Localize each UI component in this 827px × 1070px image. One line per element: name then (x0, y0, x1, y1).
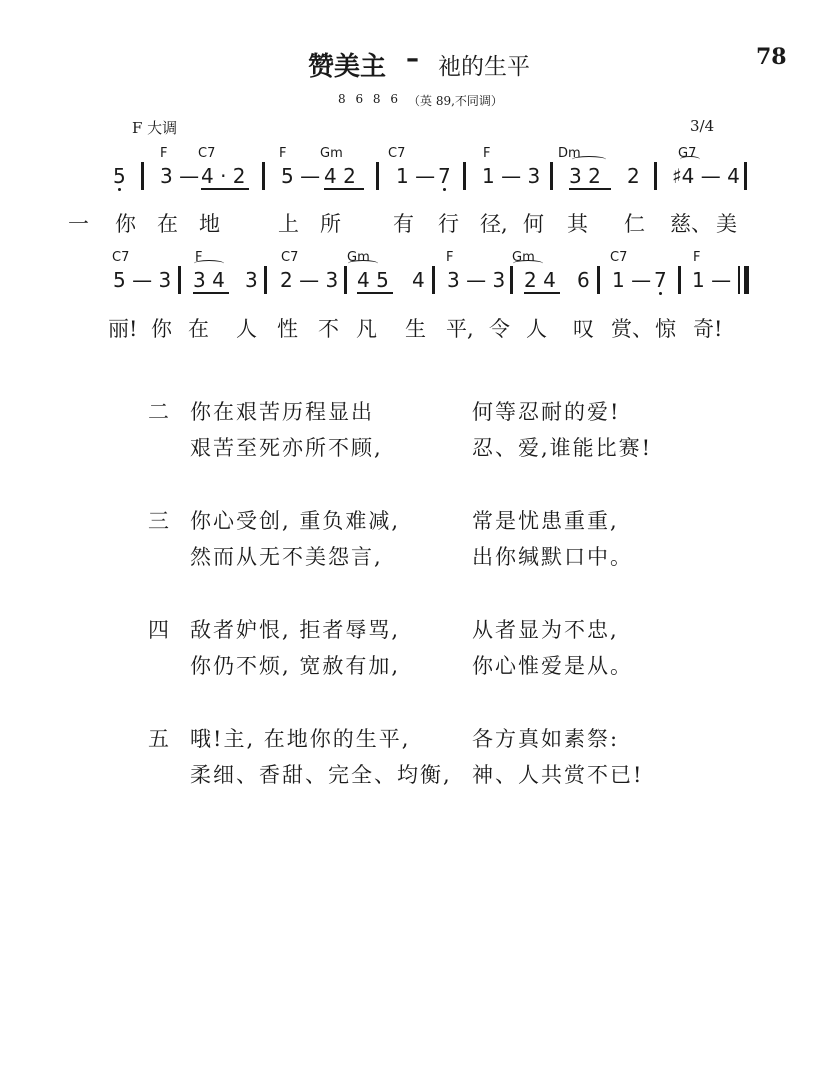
chord: G7 (678, 146, 697, 161)
verse-line: 然而从无不美怨言, (190, 545, 383, 569)
note: 4 · 2 (201, 164, 246, 188)
verse-number: 二 (148, 400, 171, 424)
final-bar-line-thick (744, 266, 749, 294)
verse-number: 五 (148, 727, 171, 751)
verse-line: 常是忧患重重, (472, 509, 619, 533)
slur-mark (348, 260, 378, 267)
note: 3 4 (193, 268, 225, 292)
note: 2 — 3 (280, 268, 339, 292)
note: 1 — (396, 164, 436, 188)
beam-underline (524, 292, 560, 294)
note: 5 — 3 (113, 268, 172, 292)
low-octave-dot (118, 188, 121, 191)
note: 3 2 (569, 164, 601, 188)
bar-line (597, 266, 600, 294)
lyric: 叹 (573, 317, 594, 341)
beam-underline (569, 188, 611, 190)
lyric: 径, (480, 212, 508, 236)
lyric: 地 (199, 212, 220, 236)
chord: Dm (558, 146, 581, 161)
note: 4 2 (324, 164, 356, 188)
verse-line: 从者显为不忠, (472, 618, 619, 642)
chord: F (279, 146, 287, 161)
lyric: 令 (489, 317, 510, 341)
note: 2 4 (524, 268, 556, 292)
chord: F (446, 250, 454, 265)
bar-line (744, 162, 747, 190)
bar-line (262, 162, 265, 190)
chord: Gm (347, 250, 370, 265)
lyric: 有 (393, 212, 414, 236)
chord: C7 (388, 146, 406, 161)
note: 3 (245, 268, 258, 292)
lyric: 不 (318, 317, 339, 341)
verse-line: 神、人共赏不已! (472, 763, 644, 787)
bar-line (678, 266, 681, 294)
note: 1 — (692, 268, 732, 292)
source-note: （英 89,不同调） (408, 94, 503, 108)
low-octave-dot (443, 188, 446, 191)
lyric: 行 (438, 212, 459, 236)
bar-line (178, 266, 181, 294)
bar-line (344, 266, 347, 294)
lyric: 其 (567, 212, 588, 236)
lyric: 人 (236, 317, 257, 341)
beam-underline (324, 188, 364, 190)
note: 6 (577, 268, 590, 292)
note: ♯4 — 4 (672, 164, 740, 188)
page-number: 78 (756, 44, 787, 70)
bar-line (376, 162, 379, 190)
verse-line: 你在艰苦历程显出 (190, 400, 374, 424)
note: 1 — (612, 268, 652, 292)
chord: F (160, 146, 168, 161)
beam-underline (193, 292, 229, 294)
verse-number: 四 (148, 618, 171, 642)
lyric: 慈、 (670, 212, 712, 236)
verse-line: 你仍不烦, 宽赦有加, (190, 654, 401, 678)
bar-line (510, 266, 513, 294)
verse-line: 艰苦至死亦所不顾, (190, 436, 383, 460)
lyric: 你 (115, 212, 136, 236)
lyric: 凡 (356, 317, 377, 341)
lyric: 美 (716, 212, 737, 236)
verse-line: 柔细、香甜、完全、均衡, (190, 763, 452, 787)
lyric: 丽! (108, 317, 138, 341)
lyric: 奇! (693, 317, 723, 341)
lyric: 在 (157, 212, 178, 236)
chord: F (195, 250, 203, 265)
verse-number: 三 (148, 509, 171, 533)
beam-underline (201, 188, 249, 190)
bar-line (432, 266, 435, 294)
note: 4 (412, 268, 425, 292)
chord: Gm (320, 146, 343, 161)
hymn-title: 赞美主 (308, 52, 387, 82)
bar-line (141, 162, 144, 190)
verse-line: 你心受创, 重负难减, (190, 509, 401, 533)
title-dash: – (406, 44, 419, 74)
lyric: 仁 (624, 212, 645, 236)
lyric: 性 (277, 317, 298, 341)
bar-line (264, 266, 267, 294)
meter: 8 6 8 6 (338, 92, 401, 106)
chord: C7 (610, 250, 628, 265)
lyric: 平, (446, 317, 474, 341)
lyric: 所 (320, 212, 341, 236)
verse-line: 出你缄默口中。 (472, 545, 633, 569)
lyric: 人 (526, 317, 547, 341)
note: 7 (654, 268, 667, 292)
lyric: 一 (68, 212, 89, 236)
verse-line: 哦!主, 在地你的生平, (190, 727, 411, 751)
hymn-subtitle: 祂的生平 (438, 54, 530, 80)
note: 3 — (160, 164, 200, 188)
note: 2 (627, 164, 640, 188)
verse-line: 何等忍耐的爱! (472, 400, 621, 424)
chord: C7 (198, 146, 216, 161)
bar-line (550, 162, 553, 190)
lyric: 你 (151, 317, 172, 341)
lyric: 何 (523, 212, 544, 236)
beam-underline (357, 292, 393, 294)
final-bar-line-thin (738, 266, 740, 294)
note: 5 — (281, 164, 321, 188)
note: 5 (113, 164, 126, 188)
chord: F (483, 146, 491, 161)
note: 4 5 (357, 268, 389, 292)
bar-line (463, 162, 466, 190)
note: 7 (438, 164, 451, 188)
slur-mark (572, 156, 606, 163)
slur-mark (680, 156, 700, 163)
verse-line: 敌者妒恨, 拒者辱骂, (190, 618, 401, 642)
verse-line: 忍、爱,谁能比赛! (472, 436, 653, 460)
chord: C7 (281, 250, 299, 265)
chord: F (693, 250, 701, 265)
lyric: 上 (278, 212, 299, 236)
verse-line: 你心惟爱是从。 (472, 654, 633, 678)
time-signature: 3/4 (690, 117, 715, 135)
slur-mark (513, 260, 543, 267)
lyric: 生 (405, 317, 426, 341)
verse-line: 各方真如素祭: (472, 727, 620, 751)
key-signature: F 大调 (132, 119, 178, 137)
slur-mark (194, 260, 224, 267)
low-octave-dot (659, 292, 662, 295)
bar-line (654, 162, 657, 190)
chord: Gm (512, 250, 535, 265)
note: 1 — 3 (482, 164, 541, 188)
lyric: 赏、 (611, 317, 653, 341)
lyric: 惊 (655, 317, 676, 341)
note: 3 — 3 (447, 268, 506, 292)
chord: C7 (112, 250, 130, 265)
lyric: 在 (188, 317, 209, 341)
